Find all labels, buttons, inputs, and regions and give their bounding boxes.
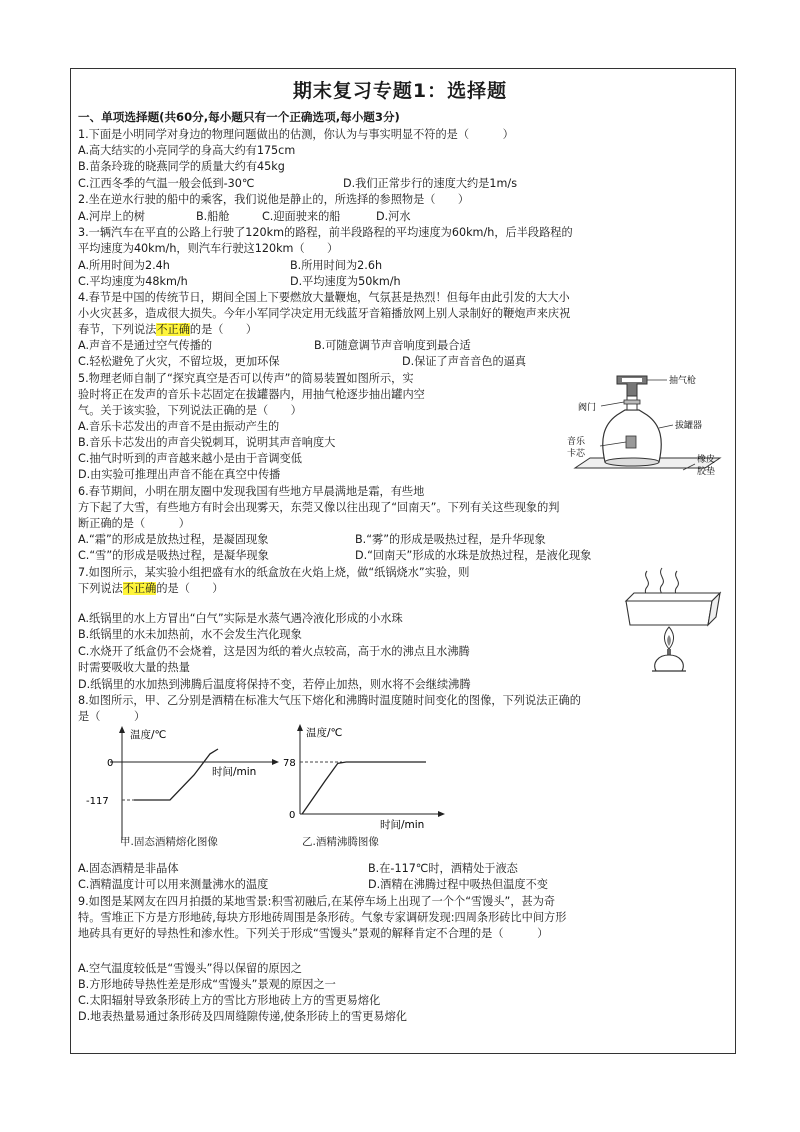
fig-label-rubber-2: 胶垫 bbox=[697, 467, 716, 477]
q7-stem-line1: 7.如图所示，某实验小组把盛有水的纸盒放在火焰上烧，做“纸锅烧水”实验，则 bbox=[78, 566, 470, 579]
q4-option-d: D.保证了声音音色的逼真 bbox=[402, 355, 527, 368]
q5-stem-line1: 5.物理老师自制了“探究真空是否可以传声”的简易装置如图所示，实 bbox=[78, 372, 414, 385]
q7-option-c-line1: C.水烧开了纸盒仍不会烧着，这是因为纸的着火点较高，高于水的沸点且水沸腾 bbox=[78, 645, 470, 658]
q9-option-b: B.方形地砖导热性差是形成“雪馒头”景观的原因之一 bbox=[78, 978, 336, 991]
chart-caption: 乙.酒精沸腾图像 bbox=[302, 836, 379, 848]
q8-stem: 8.如图所示，甲、乙分别是酒精在标准大气压下熔化和沸腾时温度随时间变化的图像，下列说法正确的 bbox=[78, 694, 581, 707]
q1-stem: 1.下面是小明同学对身边的物理问题做出的估测，你认为与事实明显不符的是（ ） bbox=[78, 128, 514, 141]
highlight-not-correct: 不正确 bbox=[122, 582, 157, 595]
q9-stem-line3: 地砖具有更好的导热性和渗水性。下列关于形成“雪馒头”景观的解释肯定不合理的是（ ） bbox=[78, 927, 549, 940]
q7-option-b: B.纸锅里的水未加热前，水不会发生汽化现象 bbox=[78, 628, 302, 641]
fig-label-cup: 拔罐器 bbox=[675, 421, 703, 431]
q1-option-a: A.高大结实的小亮同学的身高大约有175cm bbox=[78, 144, 296, 157]
q5-stem-line2: 验时将正在发声的音乐卡芯固定在拔罐器内，用抽气枪逐步抽出罐内空 bbox=[78, 388, 425, 401]
q4-stem-line2: 小火灾甚多，造成很大损失。今年小军同学决定用无线蓝牙音箱播放网上别人录制好的鞭炮声来庆祝 bbox=[78, 307, 571, 320]
fig-label-rubber-1: 橡皮 bbox=[697, 455, 716, 465]
chart-caption: 甲.固态酒精熔化图像 bbox=[120, 836, 218, 848]
x-axis-label: 时间/min bbox=[380, 819, 425, 831]
y-axis-label: 温度/℃ bbox=[306, 727, 343, 739]
q5-option-d: D.由实验可推理出声音不能在真空中传播 bbox=[78, 468, 281, 481]
q6-stem-line1: 6.春节期间，小明在朋友圈中发现我国有些地方早晨满地是霜，有些地 bbox=[78, 485, 425, 498]
q7-option-d: D.纸锅里的水加热到沸腾后温度将保持不变，若停止加热，则水将不会继续沸腾 bbox=[78, 678, 471, 691]
q5-option-b: B.音乐卡芯发出的声音尖锐刺耳，说明其声音响度大 bbox=[78, 436, 336, 449]
q2-option-a: A.河岸上的树 bbox=[78, 210, 145, 223]
q4-stem-line3 bbox=[78, 323, 257, 337]
q3-option-d: D.平均速度为50km/h bbox=[290, 275, 401, 288]
fig-label-card-2: 卡芯 bbox=[567, 449, 586, 459]
y-axis-arrow bbox=[297, 724, 303, 731]
y-tick-label: 78 bbox=[283, 758, 296, 769]
q7-stem-line2 bbox=[78, 582, 223, 596]
q9-option-c: C.太阳辐射导致条形砖上方的雪比方形地砖上方的雪更易熔化 bbox=[78, 994, 381, 1007]
q8-option-b: B.在-117℃时，酒精处于液态 bbox=[368, 862, 518, 875]
q3-stem-line1: 3.一辆汽车在平直的公路上行驶了120km的路程，前半段路程的平均速度为60km/h，后半段路程的 bbox=[78, 226, 573, 239]
q7-line2-pre: 下列说法 bbox=[78, 582, 123, 595]
q8-option-d: D.酒精在沸腾过程中吸热但温度不变 bbox=[368, 878, 548, 891]
x-axis-arrow bbox=[438, 811, 445, 817]
q3-option-a: A.所用时间为2.4h bbox=[78, 259, 170, 272]
melting-graph-chart bbox=[80, 722, 280, 852]
q1-option-c: C.江西冬季的气温一般会低到-30℃ bbox=[78, 177, 255, 190]
q4-option-c: C.轻松避免了火灾，不留垃圾，更加环保 bbox=[78, 355, 280, 368]
q4-line3-pre: 春节，下列说法 bbox=[78, 323, 157, 336]
boiling-graph-chart bbox=[282, 722, 447, 852]
fig-label-card-1: 音乐 bbox=[567, 437, 586, 447]
q6-option-c: C.“雪”的形成是吸热过程，是凝华现象 bbox=[78, 549, 269, 562]
q1-option-d: D.我们正常步行的速度大约是1m/s bbox=[343, 177, 518, 190]
q2-option-b: B.船舱 bbox=[196, 210, 230, 223]
q2-option-c: C.迎面驶来的船 bbox=[262, 210, 341, 223]
q6-option-b: B.“雾”的形成是吸热过程，是升华现象 bbox=[355, 533, 546, 546]
q8-stem-line2: 是（ ） bbox=[78, 710, 146, 723]
q8-option-a: A.固态酒精是非晶体 bbox=[78, 862, 179, 875]
q9-option-a: A.空气温度较低是“雪馒头”得以保留的原因之 bbox=[78, 962, 302, 975]
q7-line2-post: 的是（ ） bbox=[156, 582, 224, 595]
boiling-curve bbox=[302, 762, 426, 814]
q4-line3-post: 的是（ ） bbox=[189, 323, 258, 336]
y-axis-label: 温度/℃ bbox=[130, 729, 167, 741]
q3-option-c: C.平均速度为48km/h bbox=[78, 275, 188, 288]
q7-option-a: A.纸锅里的水上方冒出“白气”实际是水蒸气遇冷液化形成的小水珠 bbox=[78, 612, 403, 625]
q5-option-a: A.音乐卡芯发出的声音不是由振动产生的 bbox=[78, 420, 280, 433]
y-axis-arrow bbox=[119, 726, 125, 733]
q6-stem-line3: 断正确的是（ ） bbox=[78, 517, 190, 530]
fig-label-pump: 抽气枪 bbox=[669, 376, 697, 386]
paper-pot-boiling-figure bbox=[612, 563, 727, 678]
highlight-not-correct: 不正确 bbox=[156, 323, 190, 336]
q1-option-b: B.苗条玲珑的晓燕同学的质量大约有45kg bbox=[78, 160, 285, 173]
q8-option-c: C.酒精温度计可以用来测量沸水的温度 bbox=[78, 878, 269, 891]
vacuum-sound-apparatus-figure bbox=[555, 370, 730, 485]
q4-option-b: B.可随意调节声音响度到最合适 bbox=[314, 339, 471, 352]
q3-option-b: B.所用时间为2.6h bbox=[290, 259, 383, 272]
section-heading: 一、单项选择题(共60分,每小题只有一个正确选项,每小题3分) bbox=[78, 110, 400, 124]
x-axis-arrow bbox=[272, 759, 279, 765]
q6-option-d: D.“回南天”形成的水珠是放热过程，是液化现象 bbox=[355, 549, 592, 562]
q9-option-d: D.地表热量易通过条形砖及四周缝隙传递,使条形砖上的雪更易熔化 bbox=[78, 1010, 407, 1023]
q5-stem-line3: 气。关于该实验，下列说法正确的是（ ） bbox=[78, 404, 302, 417]
q4-option-a: A.声音不是通过空气传播的 bbox=[78, 339, 213, 352]
q2-option-d: D.河水 bbox=[376, 210, 411, 223]
y-tick-label: 0 bbox=[289, 810, 296, 821]
y-tick-label: 0 bbox=[107, 758, 114, 769]
q4-stem-line1: 4.春节是中国的传统节日，期间全国上下要燃放大量鞭炮，气氛甚是热烈！但每年由此引发的大大小 bbox=[78, 291, 570, 304]
fig-label-valve: 阀门 bbox=[578, 403, 597, 413]
q6-stem-line2: 方下起了大雪，有些地方有时会出现雾天，东莞又像以往出现了“回南天”。下列有关这些现象的判 bbox=[78, 501, 560, 514]
q3-stem-line2: 平均速度为40km/h，则汽车行驶这120km（ ） bbox=[78, 242, 339, 255]
melting-curve bbox=[134, 749, 218, 800]
y-tick-label: -117 bbox=[86, 796, 109, 807]
page-title: 期末复习专题1：选择题 bbox=[292, 80, 508, 102]
q6-option-a: A.“霜”的形成是放热过程，是凝固现象 bbox=[78, 533, 269, 546]
q9-stem-line2: 特。雪堆正下方是方形地砖,每块方形地砖周围是条形砖。气象专家调研发现:四周条形砖比中间方形 bbox=[78, 911, 567, 924]
x-axis-label: 时间/min bbox=[212, 766, 257, 778]
q7-option-c-line2: 时需要吸收大量的热量 bbox=[78, 661, 190, 674]
q9-stem-line1: 9.如图是某网友在四月拍摄的某地雪景:积雪初融后,在某停车场上出现了一个个“雪馒头”，甚为奇 bbox=[78, 895, 556, 908]
q5-option-c: C.抽气时听到的声音越来越小是由于音调变低 bbox=[78, 452, 302, 465]
q2-stem: 2.坐在逆水行驶的船中的乘客，我们说他是静止的，所选择的参照物是（ ） bbox=[78, 193, 470, 206]
